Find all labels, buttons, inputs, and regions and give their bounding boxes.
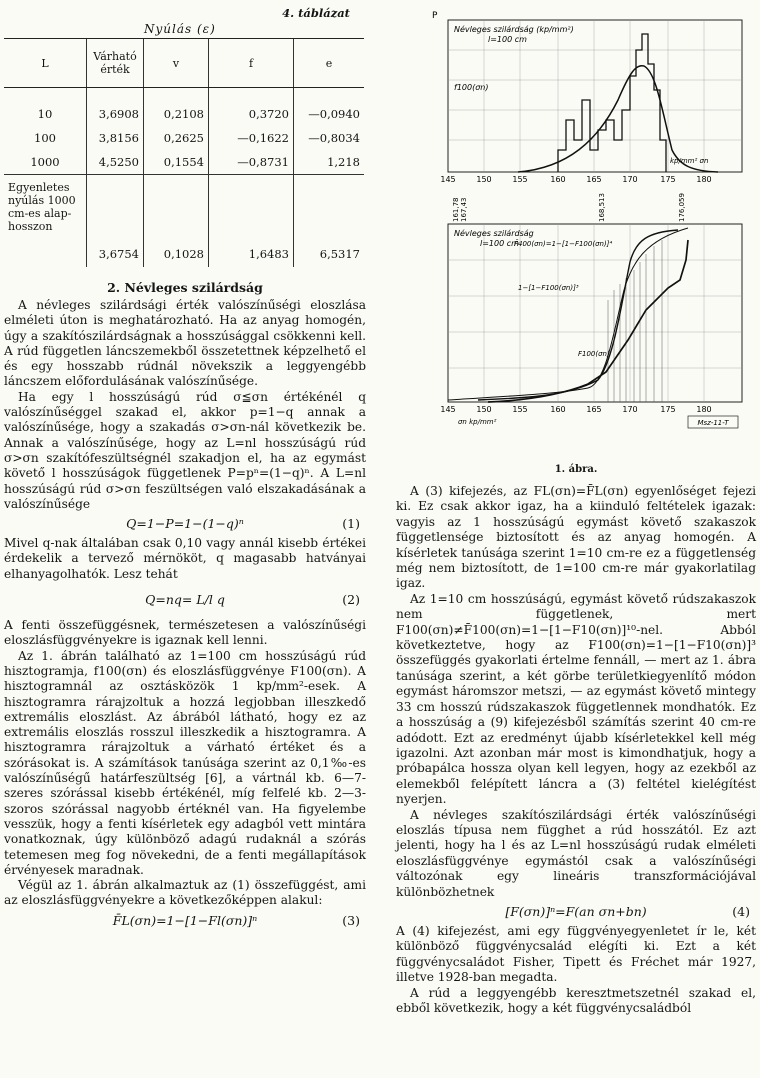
table-row: Egyenletes nyúlás 1000 cm-es alap-hosszon 3,6754 0,1028 1,6483 6,5317	[4, 175, 364, 268]
paragraph: A (4) kifejezést, ami egy függvényegyenletet ír le, két különböző függvénycsalád elégíti ki. Ezt a két függvénycsaládot Fisher, Tipett és Fréchet már 1927, illetve 1928-ban megadta.	[396, 923, 756, 985]
svg-text:170: 170	[622, 405, 638, 414]
svg-text:160: 160	[550, 405, 566, 414]
table-number: 4. táblázat	[282, 6, 350, 20]
figure-1	[418, 0, 760, 460]
svg-text:165: 165	[586, 175, 602, 184]
svg-text:167,43: 167,43	[460, 197, 468, 222]
svg-text:150: 150	[476, 175, 492, 184]
svg-text:160: 160	[550, 175, 566, 184]
formula-1: Q=1−P=1−(1−q)ⁿ (1)	[126, 516, 360, 532]
top-x-ticks	[440, 175, 711, 184]
col-header-e: e	[294, 39, 365, 88]
curve-label-2: 1−[1−F100(σn)]³	[518, 284, 579, 292]
paragraph: A névleges szilárdsági érték valószínűségi eloszlása elméleti úton is meghatározható. Ha az anyag homogén, úgy a szakítószilárdságnak a hosszúsággal csökkenni kell. A rúd független láncszemekből összetettnek képzelhető el és egy hosszabb rúdnál növekszik a leggyengébb láncszem előfordulásának valószínűsége.	[4, 298, 366, 389]
col-header-l: L	[4, 39, 87, 88]
table-row: 100 3,8156 0,2625 —0,1622 —0,8034	[4, 126, 364, 150]
formula-2: Q=nq= L/l q (2)	[145, 592, 360, 608]
col-header-v: v	[144, 39, 209, 88]
svg-text:175: 175	[660, 405, 676, 414]
curve-label-3: F100(σn)	[578, 350, 610, 358]
paragraph: A névleges szakítószilárdsági érték valószínűségi eloszlás típusa nem függhet a rúd hosszától. Ez azt jelenti, hogy ha l és az L=nl hosszúságú rudak elméleti eloszlásfüggvénye egymástól csak a valószínűségi változónak egy lineáris transzformációjával különbözhetnek	[396, 807, 756, 899]
bottom-unit: σn kp/mm²	[458, 418, 497, 426]
distribution-label: Névleges szilárdság	[454, 229, 534, 238]
svg-text:155: 155	[512, 405, 528, 414]
rotated-values	[452, 193, 686, 222]
paragraph: Mivel q-nak általában csak 0,10 vagy annál kisebb értékei érdekelik a tervező mérnököt, q magasabb hatványai elhanyagolhatók. Lesz tehát	[4, 536, 366, 581]
paragraph: Végül az 1. ábrán alkalmaztuk az (1) összefüggést, ami az eloszlásfüggvényekre a következőképpen alakul:	[4, 878, 366, 908]
paragraph: Az 1=10 cm hosszúságú, egymást követő rúdszakaszok nem függetlenek, mert F100(σn)≠F̄100(σn)=1−[1−F10(σn)]¹⁰-nel. Abból következtetve, hogy az F100(σn)=1−[1−F10(σn)]³ összefüggés gyakorlati értelme fennáll, — mert az 1. ábra tanúsága szerint, a két görbe területkiegyenlítő módon egymást háromszor metszi, — az egymást követő mintegy 33 cm hosszú rúdszakaszok függetlennek mondhatók. Ez a hosszúság a (9) kifejezésből számítás szerint 40 cm-re adódott. Ezt az eredményt újabb kísérletekkel kell még igazolni. Azt azonban már most is kimondhatjuk, hogy a próbapálca hossza olyan kell legyen, hogy az ezekből az elemekből felépített láncra a (3) feltétel kielégítést nyerjen.	[396, 591, 756, 807]
svg-text:165: 165	[586, 405, 602, 414]
table-4	[4, 38, 364, 267]
svg-text:168,513: 168,513	[598, 193, 606, 222]
svg-text:176,059: 176,059	[678, 193, 686, 222]
histogram-label: Névleges szilárdság (kp/mm²)	[454, 25, 574, 34]
svg-text:180: 180	[696, 405, 712, 414]
svg-text:175: 175	[660, 175, 676, 184]
distribution-panel	[448, 224, 742, 402]
col-header-f: f	[209, 39, 294, 88]
formula-3: F̄L(σn)=1−[1−Fl(σn)]ⁿ (3)	[112, 912, 360, 928]
paragraph: A (3) kifejezés, az FL(σn)=F̄L(σn) egyenlőséget fejezi ki. Ez csak akkor igaz, ha a kiinduló feltételek igazak: vagyis az 1 hosszúságú egymást követő szakaszok függetlensége biztosított és az anyag homogén. A kísérletek tanúsága szerint 1=10 cm-re ez a függetlenség még nem biztosított, de 1=100 cm-re már gyakorlatilag igaz.	[396, 484, 756, 591]
table-title: Nyúlás (ε)	[144, 22, 216, 36]
histogram-f: f100(σn)	[454, 83, 489, 92]
svg-text:150: 150	[476, 405, 492, 414]
col-header-expected: Várható érték	[87, 39, 144, 88]
paragraph: Ha egy l hosszúságú rúd σ≦σn értékénél q valószínűséggel szakad el, akkor p=1−q annak a valószínűsége, hogy a szakadás σ>σn-nál következik be. Annak a valószínűsége, hogy az L=nl hosszúságú rúd σ>σn szakítófeszültségnél szakadjon el, ha az egymást követő l hosszúságok függetlenek P=pⁿ=(1−q)ⁿ. A L=nl hosszúságú rúd σ>σn feszültségen való elszakadásának a valószínűsége	[4, 389, 366, 511]
svg-text:170: 170	[622, 175, 638, 184]
formula-4: [F(σn)]ⁿ=F(an σn+bn) (4)	[505, 903, 750, 919]
left-text	[4, 298, 366, 933]
svg-text:180: 180	[696, 175, 712, 184]
bottom-x-ticks	[440, 405, 711, 414]
paragraph: A fenti összefüggésnek, természetesen a valószínűségi eloszlásfüggvényekre is igaznak kell lenni.	[4, 618, 366, 648]
distribution-sub: l=100 cm	[480, 239, 519, 248]
p-axis-label: P	[432, 11, 438, 21]
histogram-sub: l=100 cm	[488, 35, 527, 44]
paragraph: Az 1. ábrán található az 1=100 cm hosszúságú rúd hisztogramja, f100(σn) és eloszlásfüggvénye F100(σn). A hisztogramnál az osztásközök 1 kp/mm²-esek. A hisztogramra rárajzoltuk a hozzá legjobban illeszkedő extremális eloszlást. Az ábrából látható, hogy ez az extremális eloszlás rosszul illeszkedik a hisztogramra. A hisztogramra rárajzoltuk a várható értéket és a szórásokat is. A számítások tanúsága szerint az 0,1‰-es valószínűségű határfeszültség [6], a vártnál kb. 6—7-szeres szórással kisebb értékénél, míg felfelé kb. 2—3-szoros szórással nagyobb értéknél van. Ha figyelembe vesszük, hogy a fenti kísérletek egy adagból vett mintára vonatkoznak, úgy különböző adagú rudaknál a szórás tetemesen meg fog növekedni, de a fenti megállapítások érvényesek maradnak.	[4, 648, 366, 877]
table-row: 10 3,6908 0,2108 0,3720 —0,0940	[4, 88, 364, 127]
svg-text:145: 145	[440, 405, 456, 414]
curve-label-1: F̄400(σn)=1−[1−F100(σn)]⁴	[514, 240, 613, 248]
svg-text:155: 155	[512, 175, 528, 184]
table-row: 1000 4,5250 0,1554 —0,8731 1,218	[4, 150, 364, 175]
right-text	[396, 484, 756, 1016]
section-title: 2. Névleges szilárdság	[107, 280, 263, 295]
paragraph: A rúd a leggyengébb keresztmetszetnél szakad el, ebből következik, hogy a két függvénycsaládból	[396, 985, 756, 1015]
svg-text:145: 145	[440, 175, 456, 184]
histogram-panel	[432, 11, 742, 172]
stamp: Msz-11-T	[697, 419, 729, 427]
figure-caption: 1. ábra.	[554, 464, 598, 475]
svg-text:161,78: 161,78	[452, 197, 460, 222]
histogram-unit: kp/mm² σn	[670, 157, 709, 165]
